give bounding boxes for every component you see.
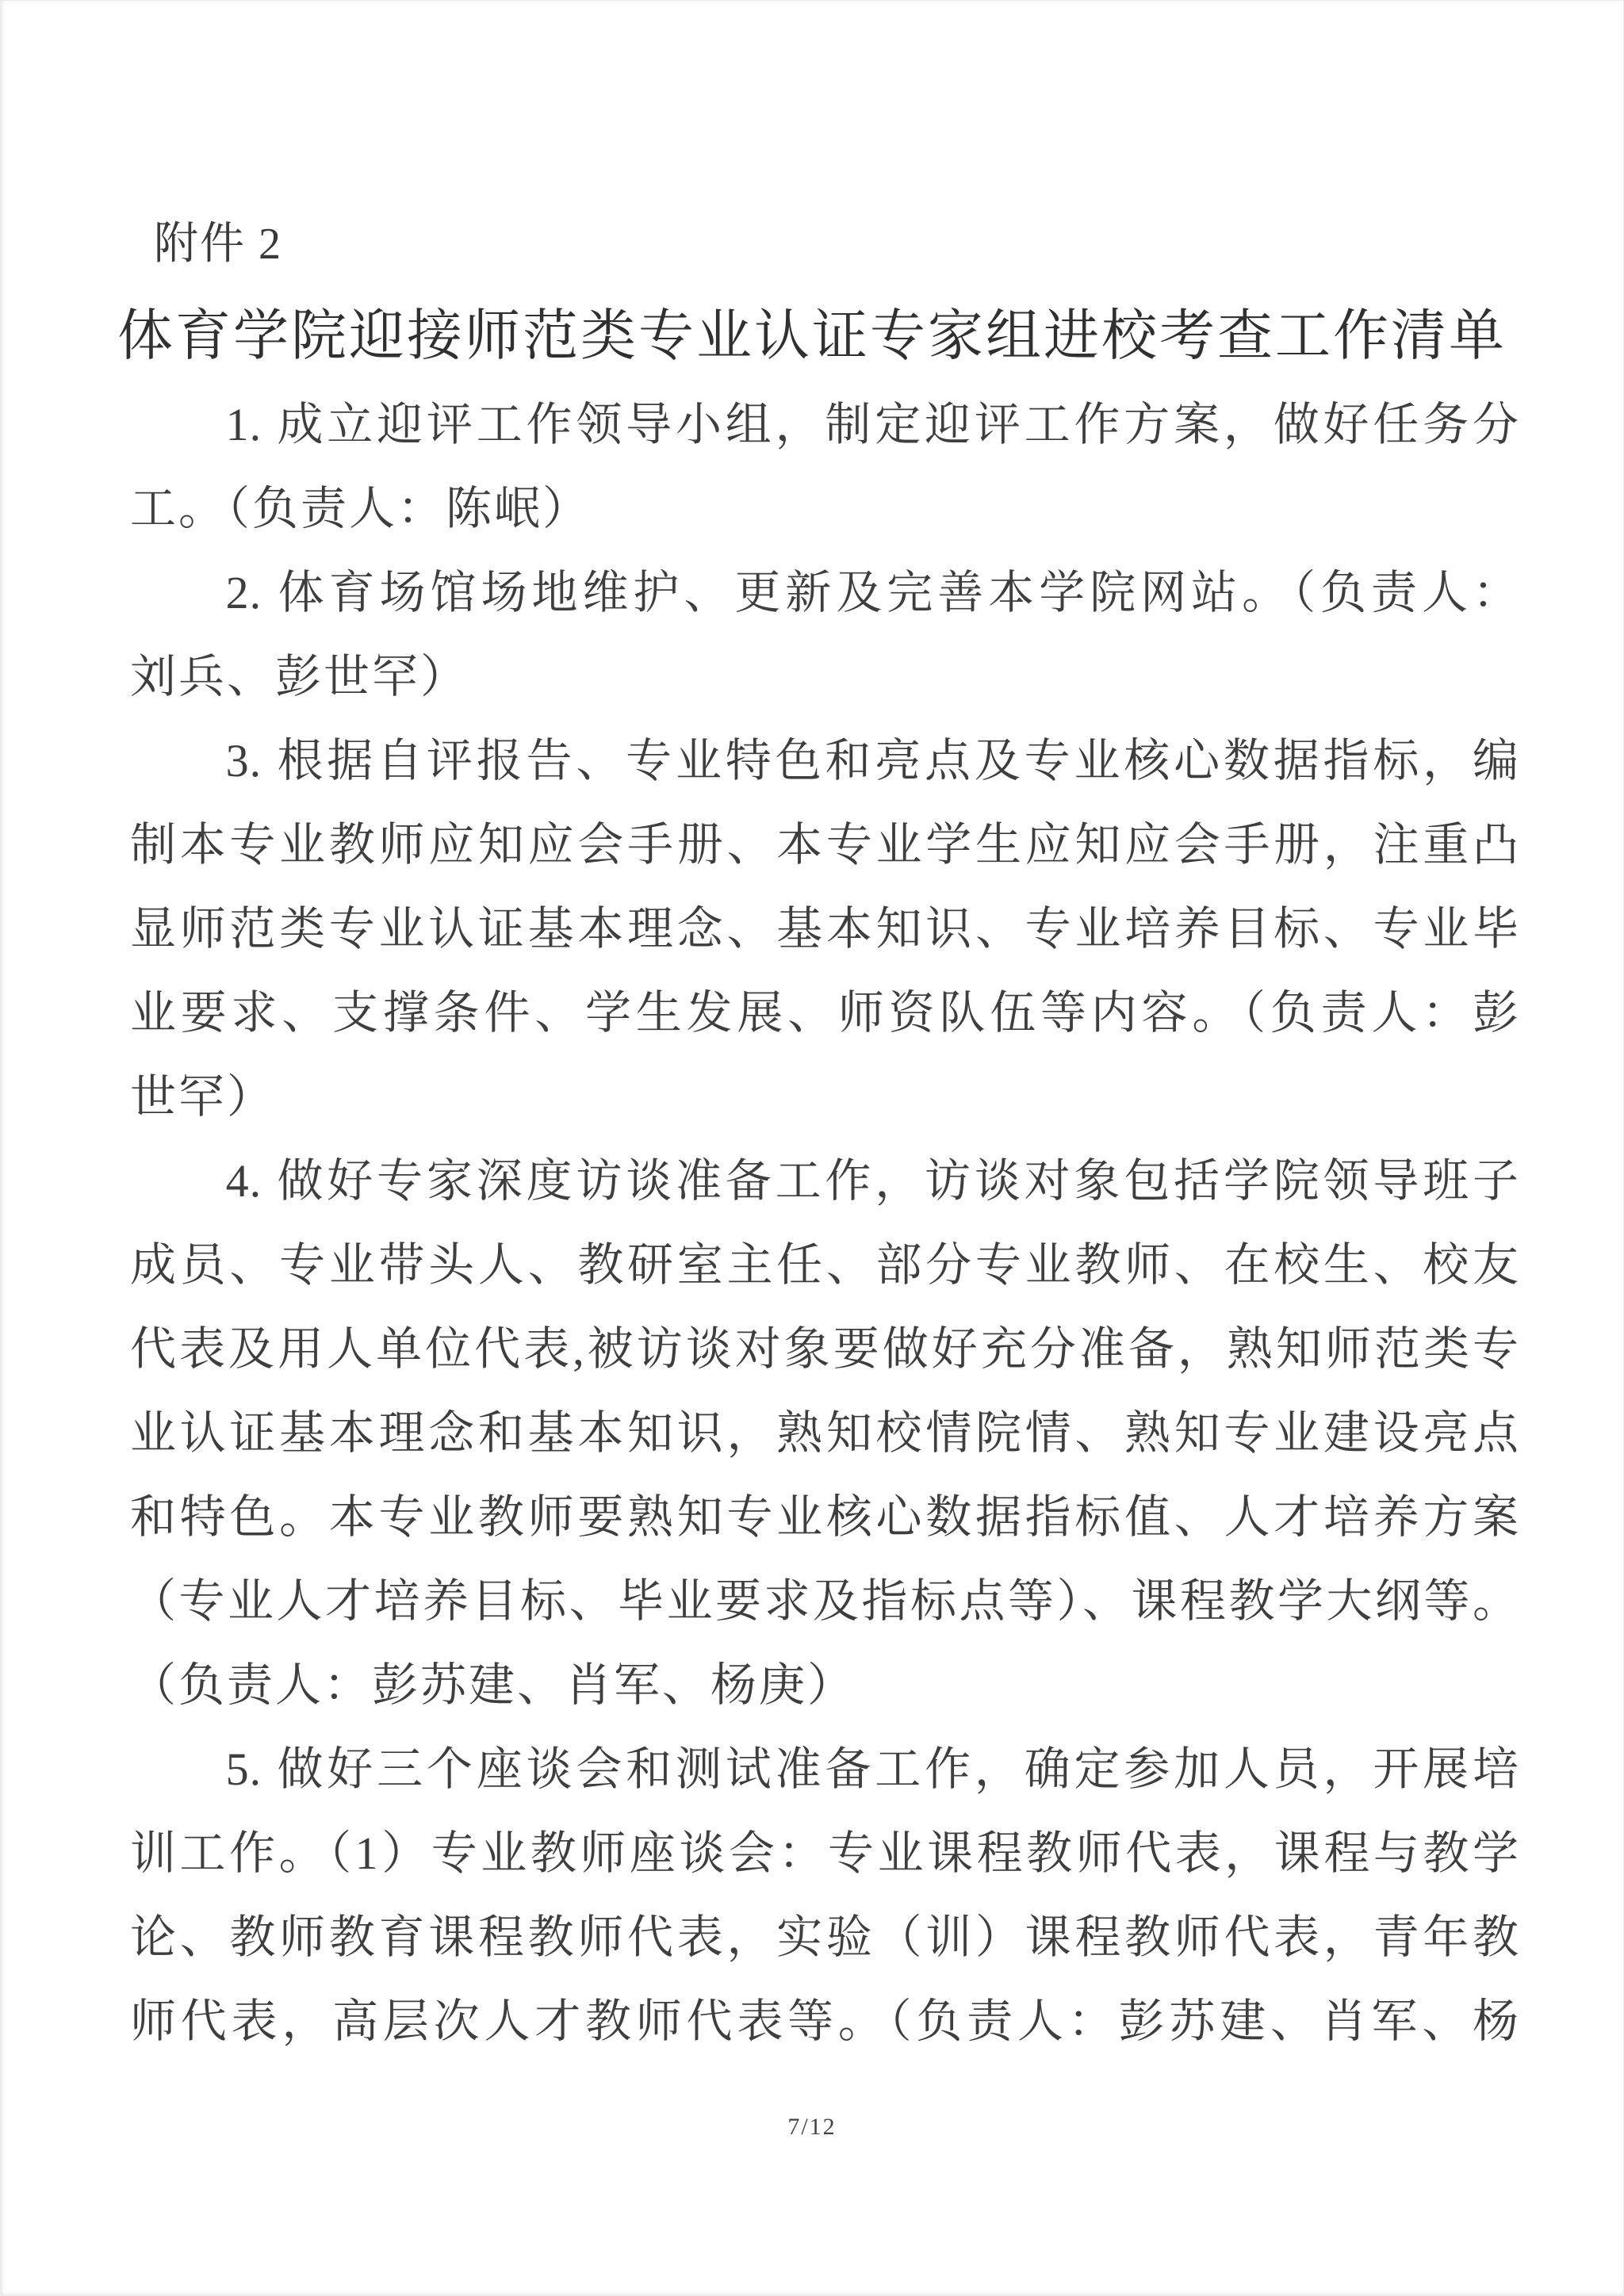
text-line: 1. 成立迎评工作领导小组，制定迎评工作方案，做好任务分 (225, 399, 1519, 450)
attachment-label: 附件 2 (154, 220, 282, 269)
paragraph-1 (130, 383, 1519, 551)
text-line: 师代表，高层次人才教师代表等。（负责人：彭苏建、肖军、杨 (130, 1996, 1519, 2047)
text-line: 显师范类专业认证基本理念、基本知识、专业培养目标、专业毕 (130, 903, 1519, 955)
text-line: 论、教师教育课程教师代表，实验（训）课程教师代表，青年教 (130, 1911, 1519, 1963)
document-body (1, 383, 1623, 2064)
text-line: 业认证基本理念和基本知识，熟知校情院情、熟知专业建设亮点 (130, 1407, 1519, 1459)
text-line: 制本专业教师应知应会手册、本专业学生应知应会手册，注重凸 (130, 819, 1519, 871)
text-line: 业要求、支撑条件、学生发展、师资队伍等内容。（负责人：彭 (130, 987, 1519, 1039)
text-line: 和特色。本专业教师要熟知专业核心数据指标值、人才培养方案 (130, 1491, 1519, 1543)
text-line: 代表及用人单位代表,被访谈对象要做好充分准备，熟知师范类专 (130, 1323, 1519, 1375)
paragraph-5 (130, 1728, 1519, 2064)
page-number: 7/12 (787, 2114, 837, 2140)
paragraph-4 (130, 1139, 1519, 1728)
text-line: （专业人才培养目标、毕业要求及指标点等）、课程教学大纲等。 (130, 1575, 1519, 1627)
document-title: 体育学院迎接师范类专业认证专家组进校考查工作清单 (117, 306, 1507, 367)
text-line: 2. 体育场馆场地维护、更新及完善本学院网站。（负责人： (225, 567, 1519, 618)
text-line: 工。（负责人：陈岷） (130, 483, 592, 534)
text-line: 世罕） (130, 1071, 276, 1123)
text-line: 5. 做好三个座谈会和测试准备工作，确定参加人员，开展培 (225, 1743, 1519, 1795)
text-line: 4. 做好专家深度访谈准备工作，访谈对象包括学院领导班子 (225, 1155, 1519, 1207)
paragraph-2 (130, 551, 1519, 719)
text-line: 刘兵、彭世罕） (130, 651, 469, 702)
text-line: （负责人：彭苏建、肖军、杨庚） (130, 1659, 856, 1711)
text-line: 成员、专业带头人、教研室主任、部分专业教师、在校生、校友 (130, 1239, 1519, 1291)
text-line: 训工作。（1）专业教师座谈会：专业课程教师代表，课程与教学 (130, 1827, 1519, 1879)
paragraph-3 (130, 719, 1519, 1139)
text-line: 3. 根据自评报告、专业特色和亮点及专业核心数据指标，编 (225, 735, 1519, 786)
